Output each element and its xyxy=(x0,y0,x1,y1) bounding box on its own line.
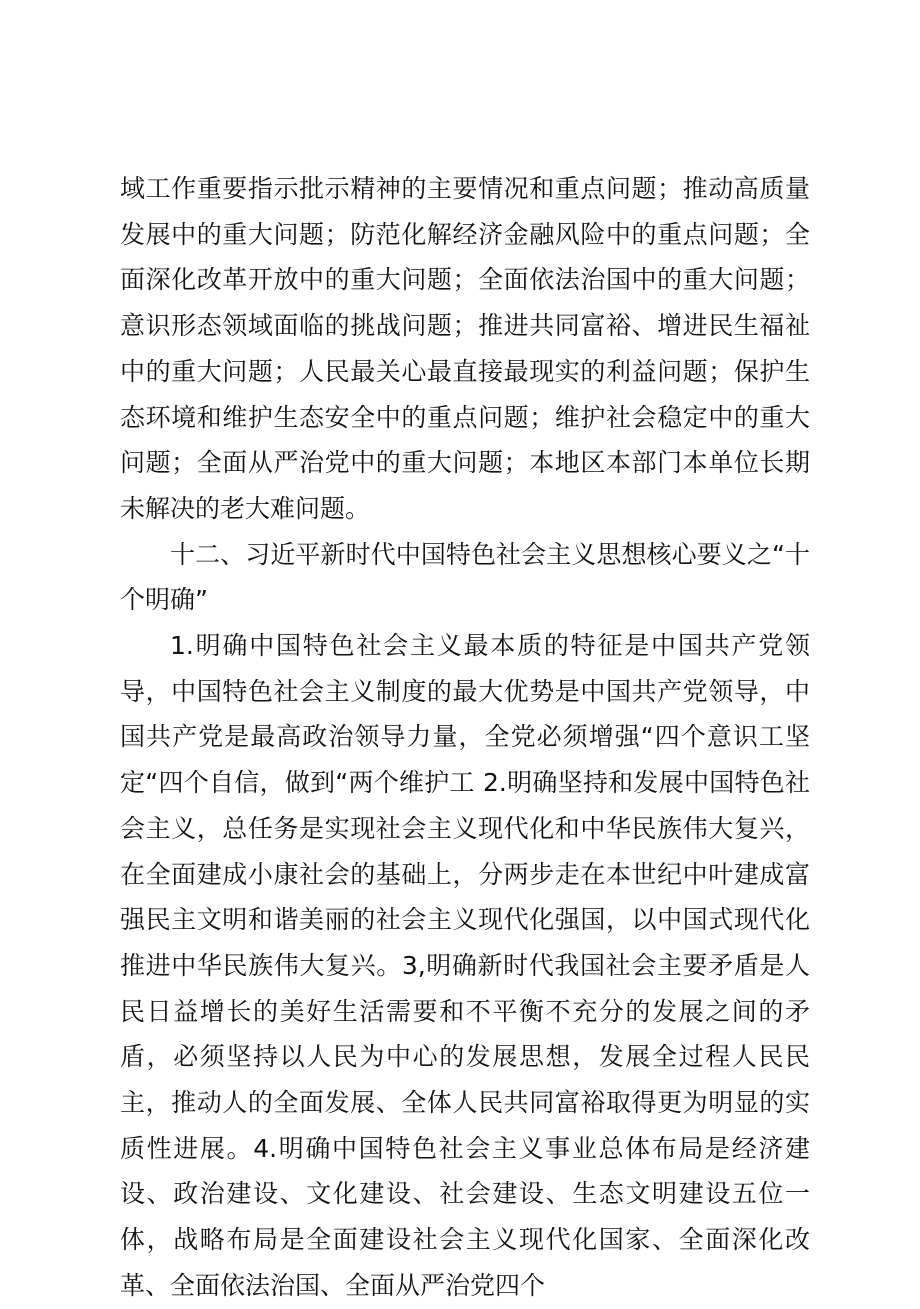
section-heading: 十二、习近平新时代中国特色社会主义思想核心要义之“十个明确” xyxy=(120,539,810,615)
document-body xyxy=(120,166,810,1309)
paragraph-continuation: 域工作重要指示批示精神的主要情况和重点问题；推动高质量发展中的重大问题；防范化解经济金融风险中的重点问题；全面深化改革开放中的重大问题；全面依法治国中的重大问题；意识形态领域面临的挑战问题；推进共同富裕、增进民生福祉中的重大问题；人民最关心最直接最现实的利益问题；保护生态环境和维护生态安全中的重点问题；维护社会稳定中的重大问题；全面从严治党中的重大问题；本地区本部门本单位长期未解决的老大难问题。 xyxy=(120,174,810,523)
paragraph-ten-points: 1.明确中国特色社会主义最本质的特征是中国共产党领导，中国特色社会主义制度的最大优势是中国共产党领导，中国共产党是最高政治领导力量，全党必须增强“四个意识工坚定“四个自信，做到“两个维护工 2.明确坚持和发展中国特色社会主义，总任务是实现社会主义现代化和中华民族伟大复兴，在全面建成小康社会的基础上，分两步走在本世纪中叶建成富强民主文明和谐美丽的社会主义现代化强国，以中国式现代化推进中华民族伟大复兴。3,明确新时代我国社会主要矛盾是人民日益增长的美好生活需要和不平衡不充分的发展之间的矛盾，必须坚持以人民为中心的发展思想，发展全过程人民民主，推动人的全面发展、全体人民共同富裕取得更为明显的实质性进展。4.明确中国特色社会主义事业总体布局是经济建设、政治建设、文化建设、社会建设、生态文明建设五位一体，战略布局是全面建设社会主义现代化国家、全面深化改革、全面依法治国、全面从严治党四个 xyxy=(120,631,810,1300)
